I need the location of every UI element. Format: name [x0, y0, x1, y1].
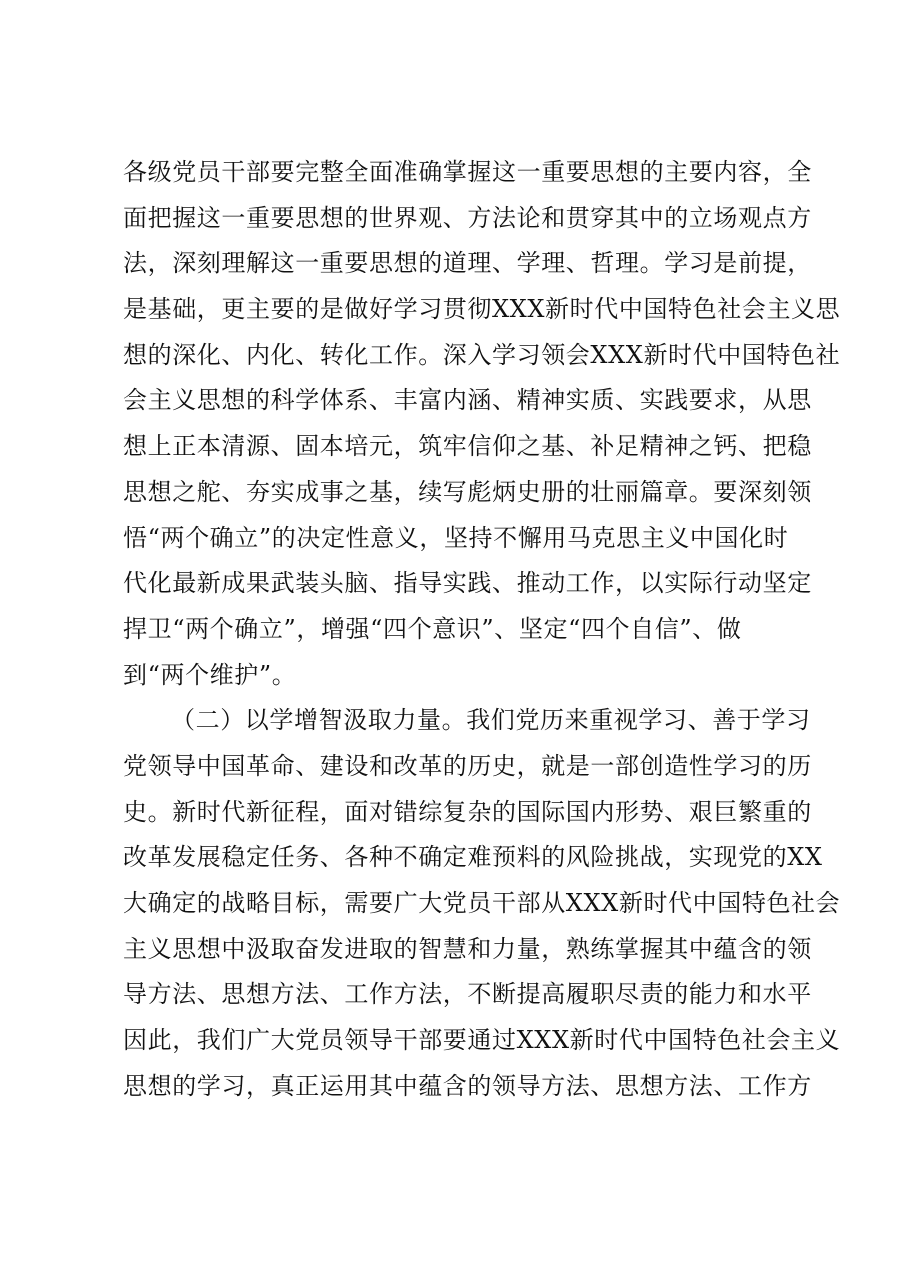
text-line: 主义思想中汲取奋发进取的智慧和力量，熟练掌握其中蕴含的领	[123, 934, 812, 963]
text-line: 会主义思想的科学体系、丰富内涵、精神实质、实践要求，从思	[123, 386, 812, 415]
text-line: 代化最新成果武装头脑、指导实践、推动工作，以实际行动坚定	[123, 569, 812, 598]
text-line: 想的深化、内化、转化工作。深入学习领会XXX新时代中国特色社	[123, 340, 841, 369]
text-line: 改革发展稳定任务、各种不确定难预料的风险挑战，实现党的XX	[123, 843, 823, 872]
text-line: 大确定的战略目标，需要广大党员干部从XXX新时代中国特色社会	[123, 889, 841, 917]
text-line: 是基础，更主要的是做好学习贯彻XXX新时代中国特色社会主义思	[123, 295, 841, 324]
body-text	[123, 150, 841, 1109]
text-line: 各级党员干部要完整全面准确掌握这一重要思想的主要内容，全	[123, 158, 812, 186]
text-line: 到“两个维护”。	[123, 660, 297, 689]
text-line: 导方法、思想方法、工作方法，不断提高履职尽责的能力和水平	[123, 980, 812, 1009]
text-line: 思想的学习，真正运用其中蕴含的领导方法、思想方法、工作方	[123, 1071, 812, 1100]
text-line: 思想之舵、夯实成事之基，续写彪炳史册的壮丽篇章。要深刻领	[123, 477, 812, 506]
text-line: 法，深刻理解这一重要思想的道理、学理、哲理。学习是前提，	[123, 249, 812, 278]
text-line: 党领导中国革命、建设和改革的历史，就是一部创造性学习的历	[123, 751, 812, 780]
text-line: 史。新时代新征程，面对错综复杂的国际国内形势、艰巨繁重的	[123, 797, 812, 826]
section-heading-line: （二）以学增智汲取力量。我们党历来重视学习、善于学习	[171, 706, 811, 735]
text-line: 因此，我们广大党员领导干部要通过XXX新时代中国特色社会主义	[123, 1026, 841, 1055]
text-line: 悟“两个确立”的决定性意义，坚持不懈用马克思主义中国化时	[123, 523, 789, 552]
text-line: 捍卫“两个确立”，增强“四个意识”、坚定“四个自信”、做	[123, 614, 742, 643]
text-line: 面把握这一重要思想的世界观、方法论和贯穿其中的立场观点方	[123, 203, 812, 232]
text-line: 想上正本清源、固本培元，筑牢信仰之基、补足精神之钙、把稳	[123, 432, 812, 461]
